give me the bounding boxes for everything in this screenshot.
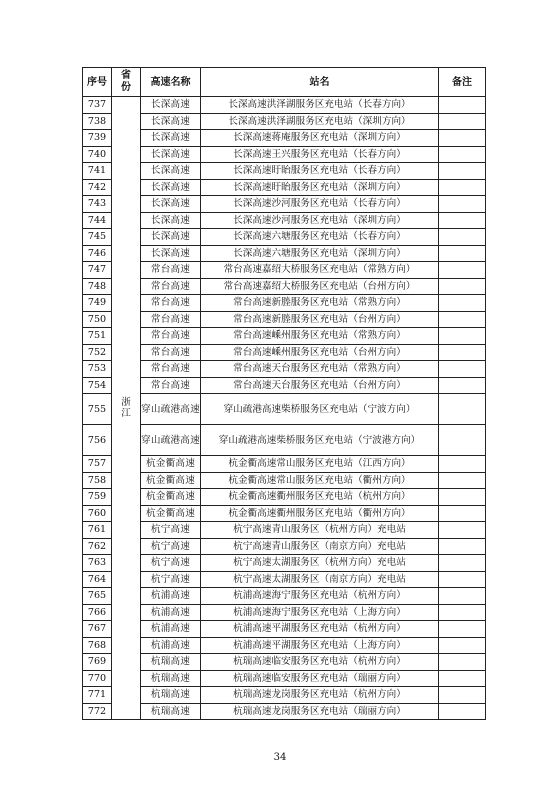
cell-highway: 杭浦高速	[141, 604, 201, 621]
cell-remark	[439, 604, 486, 621]
cell-remark	[439, 654, 486, 671]
cell-highway: 穿山疏港高速	[141, 394, 201, 425]
table-row	[83, 130, 486, 147]
header-no: 序号	[83, 68, 112, 97]
header-province	[112, 68, 141, 97]
table-row	[83, 703, 486, 720]
cell-no: 748	[83, 278, 112, 295]
cell-remark	[439, 522, 486, 539]
cell-highway: 杭瑞高速	[141, 687, 201, 704]
cell-no: 757	[83, 456, 112, 473]
cell-station: 杭宁高速太湖服务区（南京方向）充电站	[201, 571, 439, 588]
cell-station: 常台高速嵊州服务区充电站（常熟方向）	[201, 328, 439, 345]
cell-remark	[439, 245, 486, 262]
cell-station: 常台高速新塍服务区充电站（常熟方向）	[201, 295, 439, 312]
header-remark: 备注	[439, 68, 486, 97]
table-row	[83, 245, 486, 262]
table-row	[83, 456, 486, 473]
cell-remark	[439, 637, 486, 654]
cell-highway: 杭瑞高速	[141, 703, 201, 720]
cell-station: 常台高速嘉绍大桥服务区充电站（常熟方向）	[201, 262, 439, 279]
cell-highway: 穿山疏港高速	[141, 425, 201, 456]
table-row	[83, 505, 486, 522]
cell-no: 742	[83, 179, 112, 196]
cell-no: 739	[83, 130, 112, 147]
cell-station: 长深高速王兴服务区充电站（长春方向）	[201, 146, 439, 163]
cell-remark	[439, 555, 486, 572]
cell-station: 常台高速新塍服务区充电站（台州方向）	[201, 311, 439, 328]
cell-highway: 杭浦高速	[141, 621, 201, 638]
cell-station: 长深高速沙河服务区充电站（深圳方向）	[201, 212, 439, 229]
cell-remark	[439, 670, 486, 687]
cell-remark	[439, 703, 486, 720]
cell-no: 765	[83, 588, 112, 605]
cell-highway: 杭金衢高速	[141, 472, 201, 489]
cell-no: 743	[83, 196, 112, 213]
table-row	[83, 621, 486, 638]
cell-highway: 常台高速	[141, 377, 201, 394]
cell-station: 杭金衢高速衢州服务区充电站（杭州方向）	[201, 489, 439, 506]
cell-no: 770	[83, 670, 112, 687]
cell-no: 737	[83, 97, 112, 114]
cell-remark	[439, 311, 486, 328]
cell-station: 常台高速嵊州服务区充电站（台州方向）	[201, 344, 439, 361]
cell-no: 741	[83, 163, 112, 180]
header-station: 站名	[201, 68, 439, 97]
table-row	[83, 146, 486, 163]
cell-no: 755	[83, 394, 112, 425]
cell-station: 长深高速盱眙服务区充电站（深圳方向）	[201, 179, 439, 196]
cell-remark	[439, 130, 486, 147]
cell-station: 长深高速洪泽湖服务区充电站（深圳方向）	[201, 113, 439, 130]
cell-no: 753	[83, 361, 112, 378]
table-row	[83, 229, 486, 246]
table-row	[83, 196, 486, 213]
cell-no: 762	[83, 538, 112, 555]
cell-highway: 杭宁高速	[141, 538, 201, 555]
table-row	[83, 571, 486, 588]
cell-remark	[439, 196, 486, 213]
cell-station: 长深高速洪泽湖服务区充电站（长春方向）	[201, 97, 439, 114]
cell-no: 738	[83, 113, 112, 130]
header-province-text: 省 份	[121, 70, 131, 93]
cell-no: 772	[83, 703, 112, 720]
cell-no: 767	[83, 621, 112, 638]
cell-highway: 常台高速	[141, 328, 201, 345]
cell-remark	[439, 163, 486, 180]
table-row	[83, 425, 486, 456]
cell-highway: 杭宁高速	[141, 555, 201, 572]
cell-highway: 长深高速	[141, 245, 201, 262]
charging-station-table	[82, 67, 486, 720]
cell-highway: 杭浦高速	[141, 637, 201, 654]
cell-no: 768	[83, 637, 112, 654]
cell-highway: 杭瑞高速	[141, 670, 201, 687]
table-row	[83, 637, 486, 654]
cell-no: 766	[83, 604, 112, 621]
table-row	[83, 670, 486, 687]
cell-highway: 长深高速	[141, 229, 201, 246]
cell-station: 杭浦高速平湖服务区充电站（杭州方向）	[201, 621, 439, 638]
cell-remark	[439, 621, 486, 638]
cell-highway: 常台高速	[141, 295, 201, 312]
cell-remark	[439, 146, 486, 163]
cell-no: 759	[83, 489, 112, 506]
table-row	[83, 179, 486, 196]
cell-station: 杭金衢高速衢州服务区充电站（衢州方向）	[201, 505, 439, 522]
cell-remark	[439, 295, 486, 312]
cell-highway: 长深高速	[141, 196, 201, 213]
table-row	[83, 361, 486, 378]
cell-station: 穿山疏港高速柴桥服务区充电站（宁波方向）	[201, 394, 439, 425]
table-row	[83, 163, 486, 180]
cell-no: 754	[83, 377, 112, 394]
cell-no: 749	[83, 295, 112, 312]
table-row	[83, 654, 486, 671]
cell-highway: 杭金衢高速	[141, 456, 201, 473]
cell-station: 长深高速蒋庵服务区充电站（深圳方向）	[201, 130, 439, 147]
cell-highway: 常台高速	[141, 344, 201, 361]
cell-highway: 常台高速	[141, 262, 201, 279]
cell-highway: 长深高速	[141, 163, 201, 180]
cell-no: 745	[83, 229, 112, 246]
cell-no: 746	[83, 245, 112, 262]
cell-no: 764	[83, 571, 112, 588]
cell-remark	[439, 113, 486, 130]
cell-station: 杭浦高速平湖服务区充电站（上海方向）	[201, 637, 439, 654]
table-row	[83, 113, 486, 130]
cell-no: 751	[83, 328, 112, 345]
cell-station: 杭瑞高速龙岗服务区充电站（瑞丽方向）	[201, 703, 439, 720]
table-row	[83, 538, 486, 555]
table-row	[83, 278, 486, 295]
cell-highway: 杭浦高速	[141, 588, 201, 605]
cell-station: 穿山疏港高速柴桥服务区充电站（宁波港方向）	[201, 425, 439, 456]
cell-station: 长深高速盱眙服务区充电站（长春方向）	[201, 163, 439, 180]
cell-remark	[439, 571, 486, 588]
cell-remark	[439, 97, 486, 114]
cell-station: 杭浦高速海宁服务区充电站（杭州方向）	[201, 588, 439, 605]
cell-highway: 杭金衢高速	[141, 489, 201, 506]
cell-no: 756	[83, 425, 112, 456]
cell-remark	[439, 538, 486, 555]
cell-highway: 常台高速	[141, 278, 201, 295]
cell-no: 760	[83, 505, 112, 522]
table-row	[83, 262, 486, 279]
cell-remark	[439, 489, 486, 506]
table-row	[83, 394, 486, 425]
table-row	[83, 212, 486, 229]
table-row	[83, 555, 486, 572]
table-body	[83, 97, 486, 720]
cell-highway: 杭瑞高速	[141, 654, 201, 671]
cell-highway: 长深高速	[141, 97, 201, 114]
cell-station: 杭瑞高速临安服务区充电站（杭州方向）	[201, 654, 439, 671]
cell-station: 杭宁高速青山服务区（南京方向）充电站	[201, 538, 439, 555]
cell-no: 752	[83, 344, 112, 361]
cell-station: 杭瑞高速龙岗服务区充电站（杭州方向）	[201, 687, 439, 704]
table-row	[83, 344, 486, 361]
cell-no: 763	[83, 555, 112, 572]
cell-highway: 长深高速	[141, 113, 201, 130]
cell-highway: 杭金衢高速	[141, 505, 201, 522]
cell-station: 长深高速六塘服务区充电站（深圳方向）	[201, 245, 439, 262]
cell-station: 杭瑞高速临安服务区充电站（瑞丽方向）	[201, 670, 439, 687]
cell-station: 杭金衢高速常山服务区充电站（衢州方向）	[201, 472, 439, 489]
cell-remark	[439, 687, 486, 704]
cell-remark	[439, 262, 486, 279]
cell-remark	[439, 328, 486, 345]
cell-station: 长深高速沙河服务区充电站（长春方向）	[201, 196, 439, 213]
cell-remark	[439, 588, 486, 605]
cell-highway: 长深高速	[141, 212, 201, 229]
cell-no: 747	[83, 262, 112, 279]
table-row	[83, 588, 486, 605]
cell-highway: 长深高速	[141, 179, 201, 196]
cell-highway: 杭宁高速	[141, 571, 201, 588]
cell-no: 769	[83, 654, 112, 671]
cell-no: 761	[83, 522, 112, 539]
cell-remark	[439, 179, 486, 196]
table-row	[83, 295, 486, 312]
cell-station: 杭金衢高速常山服务区充电站（江西方向）	[201, 456, 439, 473]
table-row	[83, 472, 486, 489]
cell-remark	[439, 212, 486, 229]
table-row	[83, 97, 486, 114]
cell-no: 744	[83, 212, 112, 229]
cell-remark	[439, 229, 486, 246]
cell-province: 浙 江	[112, 97, 141, 720]
table-row	[83, 489, 486, 506]
cell-station: 常台高速天台服务区充电站（台州方向）	[201, 377, 439, 394]
cell-remark	[439, 472, 486, 489]
cell-highway: 常台高速	[141, 361, 201, 378]
cell-remark	[439, 344, 486, 361]
cell-station: 杭宁高速青山服务区（杭州方向）充电站	[201, 522, 439, 539]
cell-no: 771	[83, 687, 112, 704]
cell-station: 长深高速六塘服务区充电站（长春方向）	[201, 229, 439, 246]
cell-no: 758	[83, 472, 112, 489]
cell-station: 常台高速天台服务区充电站（常熟方向）	[201, 361, 439, 378]
page-number: 34	[273, 752, 287, 763]
table-header-row	[83, 68, 486, 97]
cell-remark	[439, 377, 486, 394]
header-highway: 高速名称	[141, 68, 201, 97]
cell-remark	[439, 394, 486, 425]
cell-remark	[439, 278, 486, 295]
cell-highway: 长深高速	[141, 130, 201, 147]
cell-highway: 长深高速	[141, 146, 201, 163]
cell-remark	[439, 456, 486, 473]
cell-remark	[439, 361, 486, 378]
cell-remark	[439, 505, 486, 522]
table-row	[83, 522, 486, 539]
cell-station: 杭宁高速太湖服务区（杭州方向）充电站	[201, 555, 439, 572]
cell-highway: 杭宁高速	[141, 522, 201, 539]
table-row	[83, 377, 486, 394]
cell-highway: 常台高速	[141, 311, 201, 328]
table-row	[83, 604, 486, 621]
cell-station: 常台高速嘉绍大桥服务区充电站（台州方向）	[201, 278, 439, 295]
table-row	[83, 311, 486, 328]
cell-no: 750	[83, 311, 112, 328]
table-row	[83, 687, 486, 704]
cell-no: 740	[83, 146, 112, 163]
table-row	[83, 328, 486, 345]
cell-remark	[439, 425, 486, 456]
cell-station: 杭浦高速海宁服务区充电站（上海方向）	[201, 604, 439, 621]
